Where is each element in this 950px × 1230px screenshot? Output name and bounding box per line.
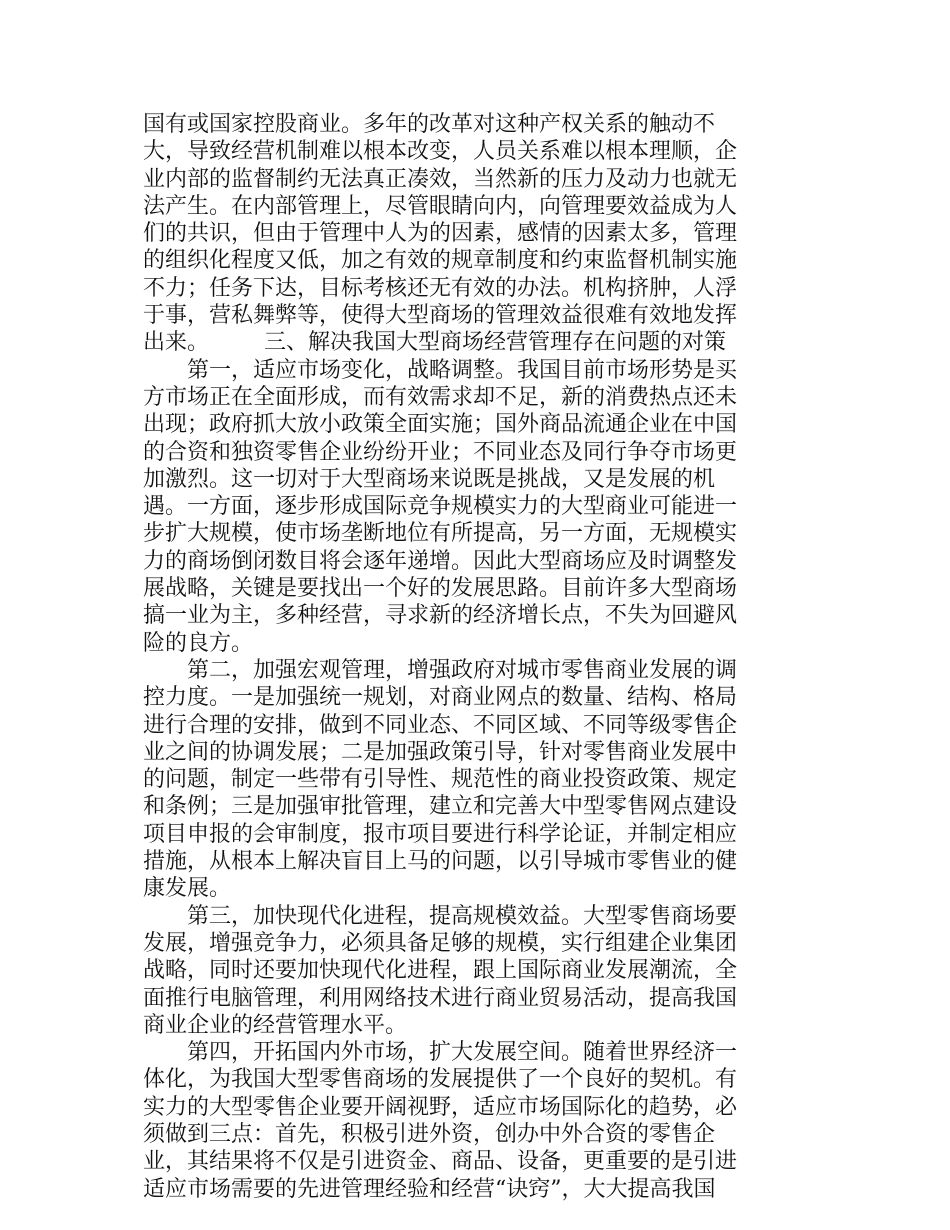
text-line: 控力度。一是加强统一规划，对商业网点的数量、结构、格局	[143, 685, 738, 711]
text-line: 和条例；三是加强审批管理，建立和完善大中型零售网点建设	[143, 794, 738, 820]
text-line: 面推行电脑管理，利用网络技术进行商业贸易活动，提高我国	[143, 985, 738, 1011]
text-line: 大，导致经营机制难以根本改变，人员关系难以根本理顺，企	[143, 139, 738, 165]
text-line: 须做到三点：首先，积极引进外资，创办中外合资的零售企	[143, 1121, 716, 1147]
text-line: 项目申报的会审制度，报市项目要进行科学论证，并制定相应	[143, 821, 738, 847]
text-line: 搞一业为主，多种经营，寻求新的经济增长点，不失为回避风	[143, 603, 738, 629]
text-line: 险的良方。	[143, 630, 254, 656]
text-line: 方市场正在全面形成，而有效需求却不足，新的消费热点还未	[143, 384, 738, 410]
text-line: 法产生。在内部管理上，尽管眼睛向内，向管理要效益成为人	[143, 193, 738, 219]
text-line: 战略，同时还要加快现代化进程，跟上国际商业发展潮流，全	[143, 958, 738, 984]
text-line: 遇。一方面，逐步形成国际竞争规模实力的大型商业可能进一	[143, 494, 738, 520]
text-line: 康发展。	[143, 876, 232, 902]
text-line: 实力的大型零售企业要开阔视野，适应市场国际化的趋势，必	[143, 1094, 738, 1120]
text-line: 力的商场倒闭数目将会逐年递增。因此大型商场应及时调整发	[143, 548, 738, 574]
text-line: 步扩大规模，使市场垄断地位有所提高，另一方面，无规模实	[143, 521, 738, 547]
body-text	[143, 111, 738, 1203]
text-line: 于事，营私舞弊等，使得大型商场的管理效益很难有效地发挥	[143, 303, 738, 329]
text-line: 发展，增强竞争力，必须具备足够的规模，实行组建企业集团	[143, 930, 738, 956]
text-line: 出现；政府抓大放小政策全面实施；国外商品流通企业在中国	[143, 412, 738, 438]
text-line: 展战略，关键是要找出一个好的发展思路。目前许多大型商场	[143, 576, 738, 602]
text-line: 出来。 三、解决我国大型商场经营管理存在问题的对策	[143, 330, 727, 356]
text-line: 第三，加快现代化进程，提高规模效益。大型零售商场要	[187, 903, 738, 929]
text-line: 第二，加强宏观管理，增强政府对城市零售商业发展的调	[187, 657, 738, 683]
text-line: 适应市场需要的先进管理经验和经营“诀窍”，大大提高我国	[143, 1176, 716, 1202]
text-line: 措施，从根本上解决盲目上马的问题，以引导城市零售业的健	[143, 849, 738, 875]
text-line: 不力；任务下达，目标考核还无有效的办法。机构挤肿，人浮	[143, 275, 738, 301]
text-line: 第一，适应市场变化，战略调整。我国目前市场形势是买	[187, 357, 738, 383]
text-line: 的合资和独资零售企业纷纷开业；不同业态及同行争夺市场更	[143, 439, 738, 465]
text-line: 进行合理的安排，做到不同业态、不同区域、不同等级零售企	[143, 712, 738, 738]
text-line: 第四，开拓国内外市场，扩大发展空间。随着世界经济一	[187, 1040, 738, 1066]
text-line: 业之间的协调发展；二是加强政策引导，针对零售商业发展中	[143, 739, 738, 765]
text-line: 的组织化程度又低，加之有效的规章制度和约束监督机制实施	[143, 248, 738, 274]
text-line: 业内部的监督制约无法真正凑效，当然新的压力及动力也就无	[143, 166, 738, 192]
text-line: 国有或国家控股商业。多年的改革对这种产权关系的触动不	[143, 112, 716, 137]
text-line: 商业企业的经营管理水平。	[143, 1012, 408, 1038]
text-line: 的问题，制定一些带有引导性、规范性的商业投资政策、规定	[143, 767, 738, 793]
text-line: 体化，为我国大型零售商场的发展提供了一个良好的契机。有	[143, 1067, 738, 1093]
text-line: 加激烈。这一切对于大型商场来说既是挑战，又是发展的机	[143, 466, 716, 492]
text-line: 业，其结果将不仅是引进资金、商品、设备，更重要的是引进	[143, 1149, 738, 1175]
text-line: 们的共识，但由于管理中人为的因素，感情的因素太多，管理	[143, 221, 738, 247]
